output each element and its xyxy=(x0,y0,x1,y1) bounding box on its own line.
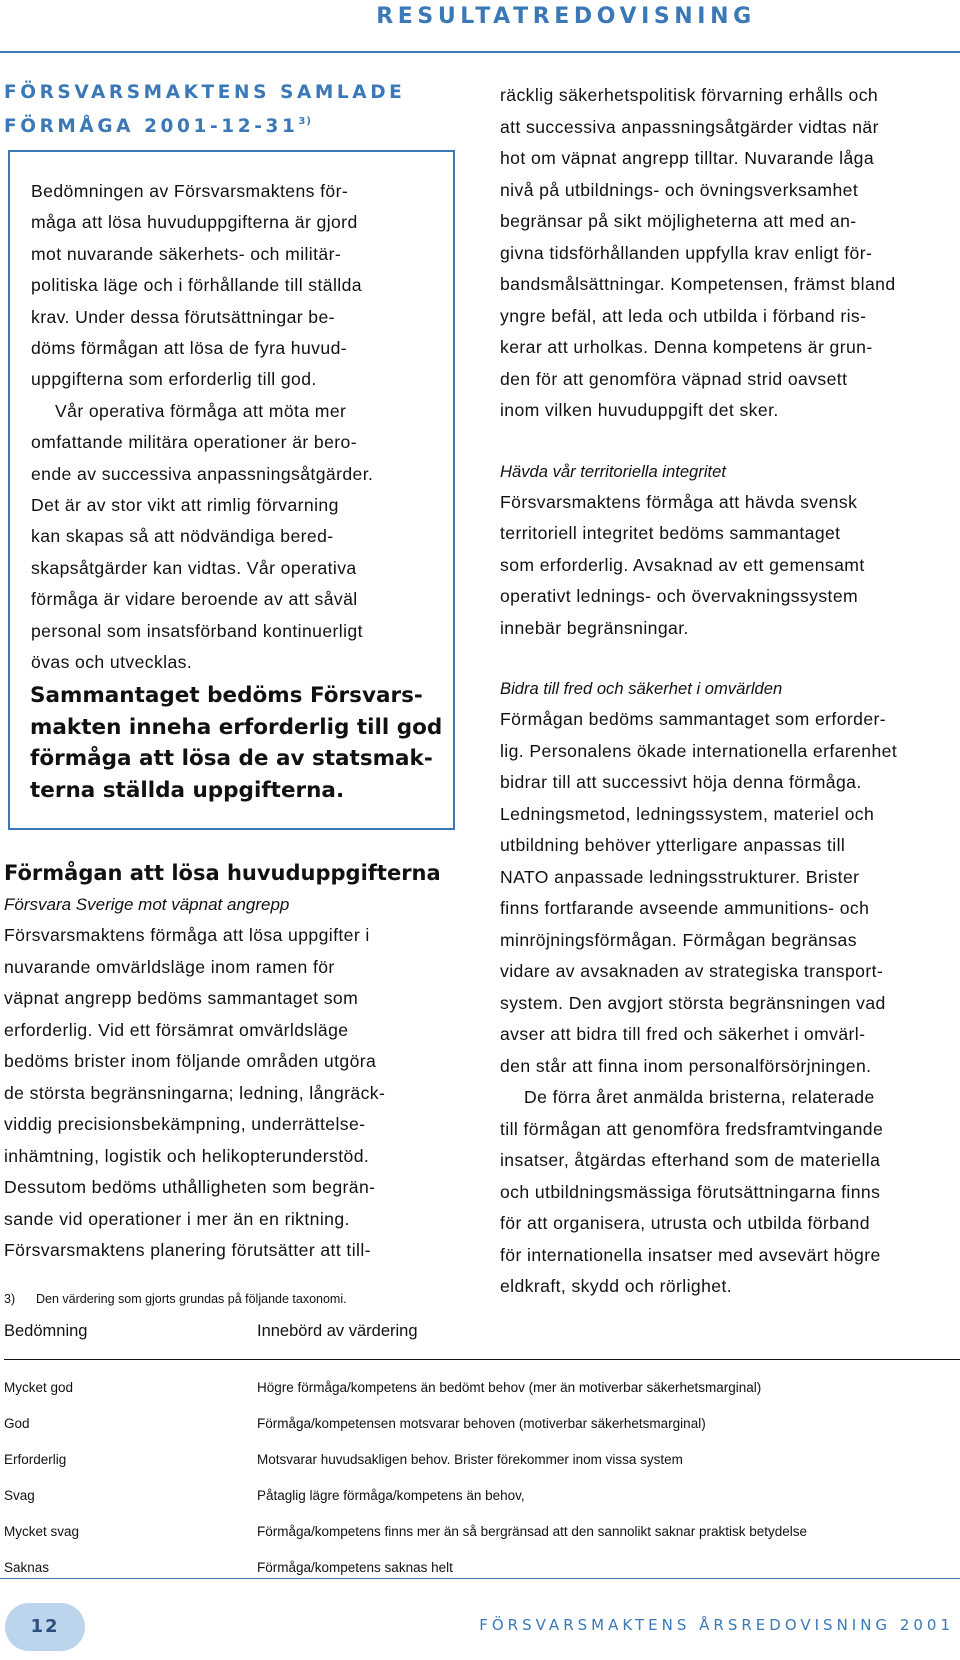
main-paragraph-line: inhämtning, logistik och helikopterunderstöd. xyxy=(4,1145,370,1166)
taxonomy-rating: Mycket god xyxy=(4,1380,74,1395)
subheading-territorial-integrity: Hävda vår territoriella integritet xyxy=(500,461,726,481)
right-paragraph-1 xyxy=(500,80,955,427)
page-number-badge: 12 xyxy=(5,1603,85,1651)
main-paragraph-line: bedöms brister inom följande områden utgöra xyxy=(4,1051,377,1071)
right-p3-line: system. Den avgjort största begränsningen vad xyxy=(500,992,886,1013)
main-paragraph-line: de största begränsningarna; ledning, långräck- xyxy=(4,1082,386,1103)
summary-emphasis-line: terna ställda uppgifterna. xyxy=(30,777,345,803)
right-p3-line: finns fortfarande avseende ammunitions- och xyxy=(500,898,870,918)
taxonomy-meaning: Förmåga/kompetensen motsvarar behoven (motiverbar säkerhetsmarginal) xyxy=(257,1416,706,1431)
right-p2-line: innebär begränsningar. xyxy=(500,617,689,638)
summary-p2-line: kan skapas så att nödvändiga bered- xyxy=(31,526,334,547)
summary-p1-line: måga att lösa huvuduppgifterna är gjord xyxy=(31,212,358,233)
summary-p1-line: politiska läge och i förhållande till ställda xyxy=(31,275,362,296)
main-paragraph-line: Försvarsmaktens förmåga att lösa uppgifter i xyxy=(4,925,370,945)
table-row xyxy=(4,1550,960,1586)
taxonomy-meaning: Högre förmåga/kompetens än bedömt behov (mer än motiverbar säkerhetsmarginal) xyxy=(257,1380,762,1395)
taxonomy-rating: God xyxy=(4,1416,30,1431)
taxonomy-rating: Svag xyxy=(4,1488,35,1503)
main-paragraph-line: Försvarsmaktens planering förutsätter att till- xyxy=(4,1240,371,1260)
right-p4-line: till förmågan att genomföra fredsframtvingande xyxy=(500,1118,884,1139)
right-paragraph-3 xyxy=(500,704,955,1082)
summary-emphasis xyxy=(30,680,450,806)
right-p4-line: för att organisera, utrusta och utbilda förband xyxy=(500,1213,870,1233)
table-row xyxy=(4,1442,960,1478)
taxonomy-meaning: Förmåga/kompetens saknas helt xyxy=(257,1560,453,1575)
summary-emphasis-line: förmåga att lösa de av statsmak- xyxy=(30,746,433,771)
main-paragraph-line: väpnat angrepp bedöms sammantaget som xyxy=(4,988,359,1008)
right-p3-line: lig. Personalens ökade internationella erfarenhet xyxy=(500,740,898,761)
right-p3-line: NATO anpassade ledningsstrukturer. Brister xyxy=(500,866,860,887)
right-p3-line: avser att bidra till fred och säkerhet i omvärl- xyxy=(500,1024,866,1044)
right-p1-line: begränsar på sikt möjligheterna att med an- xyxy=(500,211,857,231)
taxonomy-header xyxy=(4,1316,960,1360)
summary-paragraph-1 xyxy=(31,176,441,396)
summary-paragraph-2 xyxy=(31,396,441,679)
section-heading-line1: FÖRSVARSMAKTENS SAMLADE xyxy=(4,82,406,103)
right-column xyxy=(500,80,955,1333)
right-p3-line: bidrar till att successivt höja denna förmåga. xyxy=(500,772,862,792)
footnote-text: Den värdering som gjorts grundas på följande taxonomi. xyxy=(36,1292,347,1306)
footer-divider xyxy=(0,1578,960,1579)
right-p3-line: minröjningsförmågan. Förmågan begränsas xyxy=(500,929,857,950)
section-heading-line2-text: FÖRMÅGA 2001-12-31 xyxy=(4,116,299,137)
right-p4-line: och utbildningsmässiga förutsättningarna finns xyxy=(500,1181,881,1202)
right-p3-line: den står att finna inom personalförsörjningen. xyxy=(500,1055,872,1076)
summary-p1-line: döms förmågan att lösa de fyra huvud- xyxy=(31,338,348,359)
right-paragraph-2 xyxy=(500,487,955,645)
right-p1-line: givna tidsförhållanden uppfylla krav enligt för- xyxy=(500,242,873,263)
table-row xyxy=(4,1478,960,1514)
right-p2-line: som erforderlig. Avsaknad av ett gemensamt xyxy=(500,554,865,575)
table-row xyxy=(4,1370,960,1406)
taxonomy-rating: Erforderlig xyxy=(4,1452,67,1467)
summary-p2-line: Vår operativa förmåga att möta mer xyxy=(55,400,347,421)
main-heading: Förmågan att lösa huvuduppgifterna xyxy=(4,861,441,885)
summary-p2-line: ende av successiva anpassningsåtgärder. xyxy=(31,463,374,484)
right-p1-line: hot om väpnat angrepp tilltar. Nuvarande låga xyxy=(500,148,875,168)
right-p4-line: för internationella insatser med avsevärt högre xyxy=(500,1244,881,1265)
taxonomy-rating: Mycket svag xyxy=(4,1524,80,1539)
main-paragraph-line: Dessutom bedöms uthålligheten som begrän- xyxy=(4,1177,376,1197)
right-p2-line: territoriell integritet bedöms sammantaget xyxy=(500,523,841,543)
right-p1-line: bandsmålsättningar. Kompetensen, främst bland xyxy=(500,274,896,294)
right-p4-line: insatser, åtgärdas efterhand som de materiella xyxy=(500,1150,881,1170)
taxonomy-col-rating-header: Bedömning xyxy=(4,1322,88,1340)
summary-box xyxy=(8,150,455,830)
taxonomy-col-meaning-header: Innebörd av värdering xyxy=(257,1322,418,1340)
summary-p1-line: krav. Under dessa förutsättningar be- xyxy=(31,306,335,327)
main-subheading: Försvara Sverige mot väpnat angrepp xyxy=(4,895,290,914)
right-p2-line: Försvarsmaktens förmåga att hävda svensk xyxy=(500,491,858,512)
summary-p2-line: förmåga är vidare beroende av att såväl xyxy=(31,589,358,610)
taxonomy-meaning: Motsvarar huvudsakligen behov. Brister förekommer inom vissa system xyxy=(257,1452,683,1467)
right-p1-line: den för att genomföra väpnad strid oavsett xyxy=(500,368,848,389)
right-p1-line: kerar att urholkas. Denna kompetens är grun- xyxy=(500,337,873,357)
summary-box-text xyxy=(31,176,441,679)
main-paragraph-line: nuvarande omvärldsläge inom ramen för xyxy=(4,956,335,977)
right-p2-line: operativt lednings- och övervakningssystem xyxy=(500,586,859,606)
summary-p2-line: Det är av stor vikt att rimlig förvarning xyxy=(31,495,339,516)
table-row xyxy=(4,1514,960,1550)
main-paragraph xyxy=(4,920,464,1267)
taxonomy-meaning: Förmåga/kompetens finns mer än så bergränsad att den sannolikt saknar praktisk betydelse xyxy=(257,1524,808,1539)
summary-p2-line: personal som insatsförband kontinuerligt xyxy=(31,620,363,641)
right-p3-line: utbildning behöver ytterligare anpassas till xyxy=(500,835,846,855)
subheading-peace-security: Bidra till fred och säkerhet i omvärlden xyxy=(500,679,783,698)
section-heading-line2 xyxy=(4,107,444,141)
right-paragraph-4 xyxy=(500,1082,955,1303)
summary-p1-line: uppgifterna som erforderlig till god. xyxy=(31,369,317,390)
right-p3-line: Ledningsmetod, ledningssystem, materiel och xyxy=(500,803,875,824)
footnote-number: 3) xyxy=(4,1292,16,1306)
right-p1-line: inom vilken huvuduppgift det sker. xyxy=(500,400,779,420)
header-divider xyxy=(0,51,960,53)
section-heading xyxy=(4,78,444,141)
header-title: RESULTATREDOVISNING xyxy=(376,4,756,29)
right-p4-line: De förra året anmälda bristerna, relaterade xyxy=(524,1087,875,1107)
right-p1-line: nivå på utbildnings- och övningsverksamhet xyxy=(500,179,859,200)
main-paragraph-line: viddig precisionsbekämpning, underrättelse- xyxy=(4,1114,366,1134)
main-section xyxy=(4,858,464,1267)
right-p3-line: Förmågan bedöms sammantaget som erforder- xyxy=(500,709,887,729)
table-row xyxy=(4,1406,960,1442)
summary-p1-line: Bedömningen av Försvarsmaktens för- xyxy=(31,181,349,201)
main-paragraph-line: erforderlig. Vid ett försämrat omvärldsläge xyxy=(4,1019,349,1040)
summary-emphasis-line: makten inneha erforderlig till god xyxy=(30,714,443,740)
summary-p2-line: skapsåtgärder kan vidtas. Vår operativa xyxy=(31,557,357,578)
footnote-ref: 3) xyxy=(298,116,312,127)
footnote xyxy=(4,1291,464,1307)
footer-publication-title: FÖRSVARSMAKTENS ÅRSREDOVISNING 2001 xyxy=(479,1616,954,1634)
summary-p2-line: övas och utvecklas. xyxy=(31,652,193,673)
main-paragraph-line: sande vid operationer i mer än en riktning. xyxy=(4,1208,350,1229)
taxonomy-rating: Saknas xyxy=(4,1560,50,1575)
right-p4-line: eldkraft, skydd och rörlighet. xyxy=(500,1276,733,1296)
summary-emphasis-line: Sammantaget bedöms Försvars- xyxy=(30,683,423,708)
right-p1-line: yngre befäl, att leda och utbilda i förband ris- xyxy=(500,305,867,326)
summary-p2-line: omfattande militära operationer är bero- xyxy=(31,432,358,453)
right-p3-line: vidare av avsaknaden av strategiska transport- xyxy=(500,961,884,981)
right-p1-line: att successiva anpassningsåtgärder vidtas när xyxy=(500,116,879,137)
right-p1-line: räcklig säkerhetspolitisk förvarning erhålls och xyxy=(500,85,879,105)
summary-p1-line: mot nuvarande säkerhets- och militär- xyxy=(31,243,342,264)
taxonomy-meaning: Påtaglig lägre förmåga/kompetens än behov, xyxy=(257,1488,525,1503)
